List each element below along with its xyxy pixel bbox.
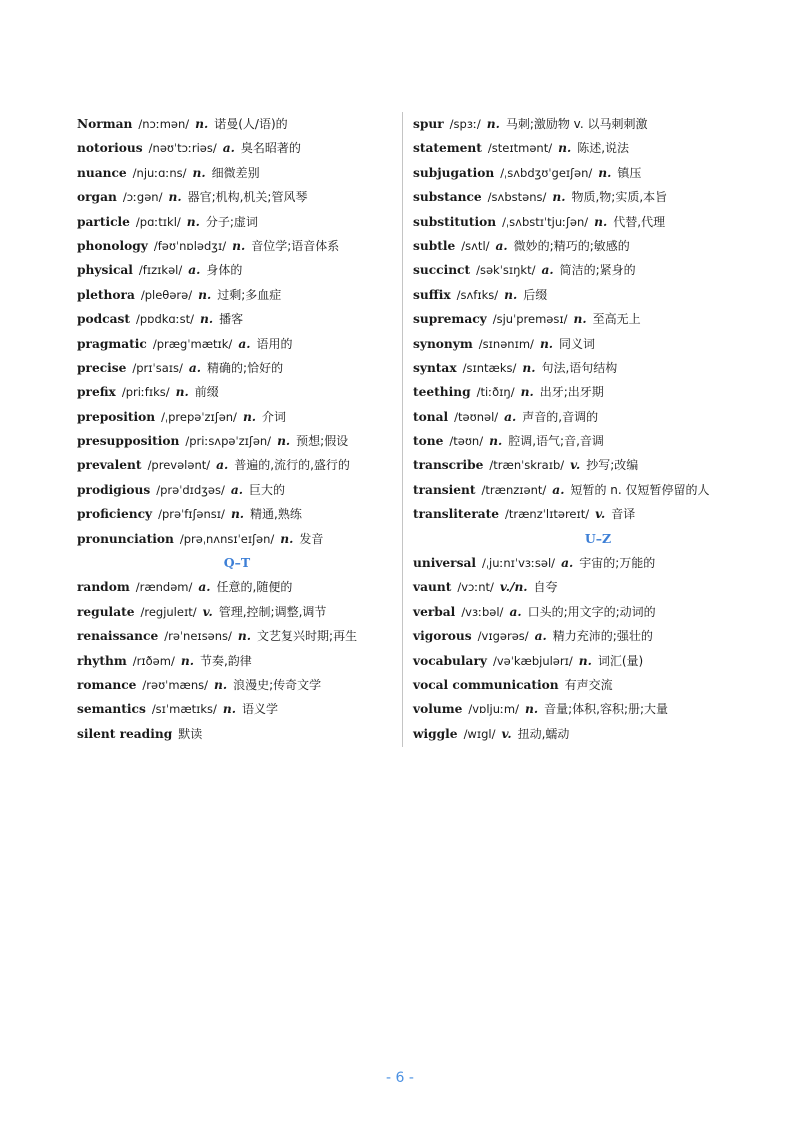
entry-word: vigorous [413,629,472,644]
entry-phonetic: /vɒljuːm/ [468,702,519,717]
glossary-entry [413,429,783,453]
glossary-entry [413,600,783,624]
entry-definition: 任意的,随便的 [216,580,293,595]
entry-definition: 臭名昭著的 [240,141,301,156]
entry-definition: 宇宙的;万能的 [579,556,656,571]
entry-part-of-speech: n. [594,214,608,229]
entry-part-of-speech: v. [501,726,512,741]
entry-phonetic: /pɒdkɑːst/ [135,312,194,327]
entry-definition: 腔调,语气;音,音调 [508,434,604,449]
entry-phonetic: /prɪˈsaɪs/ [132,360,183,375]
entry-word: organ [77,190,117,205]
glossary-entry [77,380,397,404]
glossary-entry [77,624,397,648]
entry-definition: 句法,语句结构 [541,360,618,375]
entry-phonetic: /prægˈmætɪk/ [152,336,233,351]
glossary-entry [77,112,397,136]
entry-part-of-speech: a. [504,409,517,424]
glossary-entry [413,234,783,258]
entry-phonetic: /rændəm/ [135,580,193,595]
glossary-entry [413,453,783,477]
glossary-entry [77,478,397,502]
entry-definition: 陈述,说法 [577,141,630,156]
entry-part-of-speech: a. [222,141,235,156]
glossary-entry [77,185,397,209]
column-divider [402,112,403,747]
right-glossary-column [413,112,783,746]
glossary-entry [77,502,397,526]
glossary-entry [413,478,783,502]
entry-part-of-speech: n. [186,214,200,229]
entry-phonetic: /trænzɪənt/ [481,482,547,497]
glossary-entry [77,356,397,380]
entry-word: semantics [77,702,146,717]
entry-word: renaissance [77,629,159,644]
entry-part-of-speech: n. [520,385,534,400]
entry-definition: 语用的 [256,336,293,351]
entry-part-of-speech: a. [561,556,574,571]
entry-part-of-speech: n. [222,702,237,717]
glossary-entry [413,136,783,160]
entry-word: suffix [413,287,451,302]
entry-part-of-speech: a. [198,580,211,595]
glossary-entry [77,161,397,185]
entry-part-of-speech: n. [242,409,257,424]
entry-word: tonal [413,409,449,424]
glossary-entry [413,649,783,673]
entry-phonetic: /spɜː/ [449,117,481,131]
entry-phonetic: /trænˈskraɪb/ [489,458,565,473]
entry-definition: 扭动,蠕动 [517,726,570,741]
entry-word: romance [77,677,137,692]
entry-phonetic: /vɪgərəs/ [477,629,529,644]
glossary-entry [77,210,397,234]
glossary-entry [413,502,783,526]
entry-phonetic: /sʌtl/ [461,238,490,253]
entry-part-of-speech: n. [552,190,566,205]
entry-part-of-speech: n. [504,287,518,302]
entry-part-of-speech: a. [534,629,547,644]
glossary-entry [413,332,783,356]
entry-word: notorious [77,141,143,156]
entry-word: plethora [77,287,135,302]
entry-definition: 物质,物;实质,本旨 [571,190,668,205]
entry-phonetic: /sɪˈmætɪks/ [151,702,217,717]
entry-part-of-speech: n. [489,434,503,449]
entry-definition: 细微差别 [211,165,260,180]
entry-definition: 音译 [611,507,636,522]
entry-phonetic: /njuːɑːns/ [132,165,187,180]
entry-phonetic: /rɪðəm/ [132,653,175,668]
entry-word: verbal [413,604,456,619]
glossary-entry [413,356,783,380]
entry-definition: 马刺;激励物 v. 以马刺刺激 [505,117,648,131]
entry-word: volume [413,702,463,717]
entry-part-of-speech: a. [541,263,554,278]
entry-word: transcribe [413,458,484,473]
entry-part-of-speech: n. [230,507,245,522]
glossary-entry [413,722,783,746]
entry-word: Norman [77,117,133,131]
entry-phonetic: /nɔːmən/ [138,117,190,131]
entry-part-of-speech: a. [188,360,202,375]
entry-part-of-speech: n. [277,434,291,449]
glossary-entry [77,429,397,453]
entry-definition: 普遍的,流行的,盛行的 [234,458,350,473]
entry-word: prodigious [77,482,151,497]
entry-word: preposition [77,409,156,424]
entry-definition: 声音的,音调的 [522,409,599,424]
entry-phonetic: /trænzˈlɪtəreɪt/ [505,507,590,522]
entry-phonetic: /ˌsʌbstɪˈtjuːʃən/ [502,214,589,229]
entry-phonetic: /səkˈsɪŋkt/ [476,263,536,278]
entry-word: prefix [77,385,116,400]
entry-part-of-speech: n. [180,653,194,668]
entry-part-of-speech: v. [202,604,213,619]
entry-word: regulate [77,604,135,619]
entry-definition: 分子;虚词 [205,214,258,229]
glossary-entry [413,283,783,307]
entry-word: tone [413,434,444,449]
entry-phonetic: /nəʊˈtɔːriəs/ [148,141,217,156]
glossary-entry [77,258,397,282]
entry-word: subjugation [413,165,495,180]
entry-definition: 语义学 [242,702,279,717]
glossary-entry [413,697,783,721]
entry-word: succinct [413,263,471,278]
entry-word: podcast [77,312,130,327]
entry-definition: 器官;机构,机关;管风琴 [187,190,308,205]
glossary-entry [77,405,397,429]
glossary-entry [413,673,783,697]
entry-definition: 巨大的 [248,482,285,497]
entry-definition: 精确的;恰好的 [207,360,284,375]
entry-phonetic: /wɪgl/ [463,726,496,741]
section-heading: Q–T [223,555,251,571]
entry-phonetic: /ɔːgən/ [122,190,163,205]
entry-part-of-speech: v./n. [499,580,528,595]
glossary-entry [77,649,397,673]
entry-definition: 浪漫史;传奇文学 [233,677,322,692]
entry-word: random [77,580,130,595]
entry-word: phonology [77,238,148,253]
glossary-entry [413,185,783,209]
entry-part-of-speech: v. [595,507,606,522]
entry-definition: 身体的 [206,263,243,278]
entry-part-of-speech: n. [522,360,536,375]
entry-definition: 精通,熟练 [250,507,302,522]
page-number: - 6 - [386,1070,414,1086]
entry-part-of-speech: n. [195,117,209,131]
entry-word: wiggle [413,726,458,741]
entry-phonetic: /ˌjuːnɪˈvɜːsəl/ [482,556,556,571]
entry-phonetic: /priːfɪks/ [121,385,170,400]
glossary-entry [413,405,783,429]
entry-part-of-speech: n. [598,165,612,180]
entry-phonetic: /priːsʌpəˈzɪʃən/ [185,434,272,449]
entry-phonetic: /ˌsʌbdʒʊˈgeɪʃən/ [500,165,593,180]
entry-phonetic: /təʊnəl/ [454,409,499,424]
entry-part-of-speech: n. [280,531,294,546]
entry-definition: 发音 [299,531,324,546]
glossary-entry [413,112,783,136]
entry-definition: 音位学;语音体系 [251,238,340,253]
entry-part-of-speech: v. [570,458,581,473]
entry-part-of-speech: n. [237,629,252,644]
entry-phonetic: /pɑːtɪkl/ [135,214,181,229]
entry-definition: 口头的;用文字的;动词的 [527,604,656,619]
entry-phonetic: /tiːðɪŋ/ [476,385,515,400]
entry-word: transient [413,482,476,497]
glossary-entry [413,575,783,599]
entry-part-of-speech: a. [509,604,522,619]
entry-definition: 至高无上 [592,312,641,327]
entry-word: nuance [77,165,127,180]
entry-definition: 播客 [219,312,244,327]
entry-phonetic: /fɪzɪkəl/ [138,263,183,278]
entry-word: vaunt [413,580,452,595]
entry-phonetic: /sʌbstəns/ [487,190,547,205]
entry-part-of-speech: n. [168,190,182,205]
entry-part-of-speech: n. [486,117,500,131]
entry-word: precise [77,360,127,375]
glossary-entry [77,332,397,356]
entry-definition: 节奏,韵律 [199,653,252,668]
entry-definition: 过剩;多血症 [217,287,282,302]
glossary-entry [77,283,397,307]
entry-definition: 镇压 [617,165,642,180]
entry-part-of-speech: a. [238,336,251,351]
entry-definition: 出牙;出牙期 [539,385,604,400]
glossary-entry [77,697,397,721]
glossary-entry [77,722,397,746]
glossary-entry [413,624,783,648]
entry-definition: 有声交流 [564,677,613,692]
entry-definition: 前缀 [194,385,219,400]
entry-phonetic: /prəˈfɪʃənsɪ/ [158,507,225,522]
entry-phonetic: /rəʊˈmæns/ [142,677,208,692]
entry-word: pronunciation [77,531,174,546]
entry-phonetic: /vəˈkæbjulərɪ/ [492,653,573,668]
entry-word: vocabulary [413,653,487,668]
entry-definition: 管理,控制;调整,调节 [218,604,327,619]
entry-phonetic: /sɪntæks/ [462,360,517,375]
entry-word: syntax [413,360,457,375]
entry-part-of-speech: n. [232,238,246,253]
entry-definition: 文艺复兴时期;再生 [257,629,358,644]
entry-word: substitution [413,214,497,229]
entry-word: pragmatic [77,336,147,351]
glossary-entry [77,453,397,477]
entry-part-of-speech: a. [216,458,229,473]
entry-part-of-speech: a. [552,482,565,497]
glossary-entry [77,673,397,697]
entry-phonetic: /sʌfɪks/ [456,287,499,302]
entry-definition: 微妙的;精巧的;敏感的 [513,238,630,253]
glossary-entry [77,307,397,331]
entry-part-of-speech: a. [188,263,201,278]
entry-phonetic: /prəˈdɪdʒəs/ [156,482,225,497]
entry-definition: 同义词 [559,336,596,351]
entry-phonetic: /steɪtmənt/ [487,141,553,156]
entry-word: statement [413,141,482,156]
glossary-entry [77,234,397,258]
entry-word: rhythm [77,653,127,668]
entry-part-of-speech: n. [192,165,206,180]
glossary-entry [413,380,783,404]
entry-part-of-speech: n. [213,677,228,692]
entry-word: proficiency [77,507,153,522]
entry-definition: 诺曼(人/语)的 [214,117,288,131]
entry-phonetic: /prevələnt/ [147,458,211,473]
entry-word: teething [413,385,471,400]
entry-word: spur [413,117,444,131]
entry-phonetic: /fəʊˈnɒlədʒɪ/ [153,238,227,253]
entry-phonetic: /vɔːnt/ [457,580,494,595]
glossary-entry [413,161,783,185]
entry-part-of-speech: n. [573,312,587,327]
left-glossary-column [77,112,397,746]
entry-phonetic: /ˌprepəˈzɪʃən/ [161,409,237,424]
glossary-entry [77,527,397,551]
entry-phonetic: /pleθərə/ [140,287,193,302]
section-heading: U–Z [584,530,612,546]
entry-word: silent reading [77,726,173,741]
entry-part-of-speech: n. [558,141,572,156]
entry-phonetic: /vɜːbəl/ [461,604,504,619]
entry-definition: 预想;假设 [296,434,349,449]
entry-part-of-speech: a. [495,238,508,253]
entry-word: substance [413,190,482,205]
glossary-entry [413,551,783,575]
entry-word: synonym [413,336,473,351]
entry-word: supremacy [413,312,487,327]
entry-part-of-speech: n. [539,336,554,351]
entry-phonetic: /prəˌnʌnsɪˈeɪʃən/ [179,531,275,546]
entry-part-of-speech: n. [578,653,592,668]
entry-word: subtle [413,238,456,253]
entry-phonetic: /sjuˈpreməsɪ/ [492,312,568,327]
entry-part-of-speech: n. [524,702,539,717]
glossary-entry [77,136,397,160]
entry-definition: 精力充沛的;强壮的 [552,629,653,644]
entry-definition: 词汇(量) [597,653,644,668]
entry-definition: 默读 [178,726,203,741]
entry-word: vocal communication [413,677,559,692]
entry-part-of-speech: n. [198,287,212,302]
entry-definition: 抄写;改编 [586,458,639,473]
glossary-entry [77,600,397,624]
entry-part-of-speech: n. [199,312,214,327]
entry-phonetic: /təʊn/ [449,434,484,449]
entry-word: presupposition [77,434,180,449]
entry-word: prevalent [77,458,142,473]
glossary-entry [413,210,783,234]
entry-definition: 自夸 [533,580,558,595]
entry-definition: 短暂的 n. 仅短暂停留的人 [570,482,710,497]
glossary-entry [413,258,783,282]
entry-word: transliterate [413,507,500,522]
entry-word: particle [77,214,130,229]
entry-definition: 介词 [262,409,287,424]
entry-phonetic: /sɪnənɪm/ [478,336,534,351]
glossary-entry [77,575,397,599]
entry-part-of-speech: a. [230,482,243,497]
entry-definition: 后缀 [523,287,548,302]
entry-word: universal [413,556,476,571]
entry-phonetic: /rəˈneɪsəns/ [164,629,232,644]
entry-definition: 音量;体积,容积;册;大量 [544,702,669,717]
entry-part-of-speech: n. [175,385,189,400]
glossary-entry [413,307,783,331]
entry-definition: 代替,代理 [613,214,666,229]
entry-phonetic: /regjuleɪt/ [140,604,197,619]
entry-word: physical [77,263,133,278]
entry-definition: 简洁的;紧身的 [559,263,636,278]
